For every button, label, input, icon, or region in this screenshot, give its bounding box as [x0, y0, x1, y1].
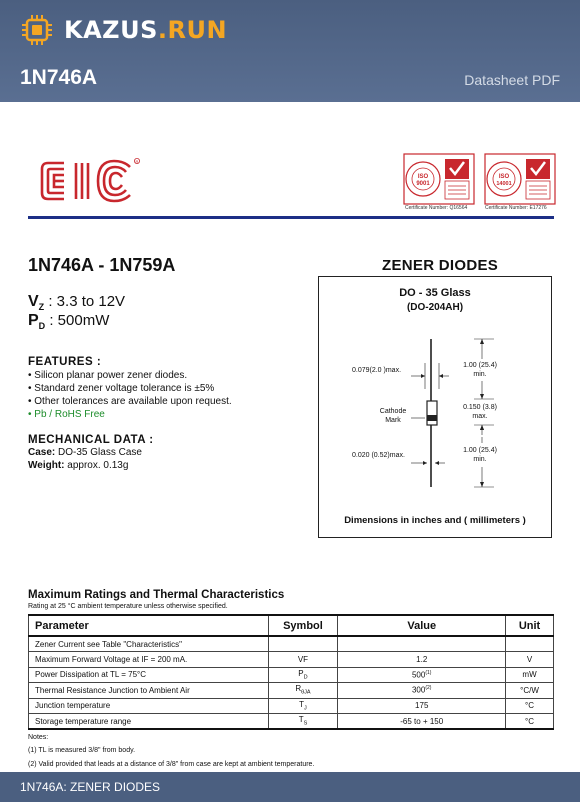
symbol-subscript: D	[303, 674, 308, 681]
vz-subscript: Z	[38, 302, 45, 312]
mechanical-data-heading: MECHANICAL DATA :	[28, 434, 154, 446]
iso-9001-certificate-icon	[403, 153, 475, 205]
unit-cell-text: °C/W	[520, 685, 539, 695]
top-lead-length-qualifier: min.	[473, 371, 487, 378]
unit-cell-text: mW	[522, 670, 537, 680]
parameter-cell-text: Zener Current see Table "Characteristics"	[35, 639, 182, 649]
svg-text:ISO: ISO	[498, 174, 510, 180]
value-cell	[338, 636, 506, 652]
unit-cell	[506, 652, 554, 668]
column-header: Symbol	[268, 615, 338, 636]
feature-item: • Standard zener voltage tolerance is ±5%	[28, 383, 215, 394]
do35-package-diagram	[319, 277, 551, 537]
unit-cell-text: °C	[525, 701, 534, 711]
weight-spec	[28, 460, 128, 471]
feature-item: • Other tolerances are available upon request.	[28, 396, 232, 407]
dimension-units-note: Dimensions in inches and ( millimeters )	[344, 515, 526, 526]
header-divider	[28, 216, 554, 219]
document-title: 1N746A	[20, 66, 98, 89]
table-row	[29, 698, 554, 714]
site-header	[0, 0, 580, 102]
value-cell	[338, 652, 506, 668]
parameter-cell-text: Thermal Resistance Junction to Ambient Air	[35, 685, 190, 695]
symbol-cell	[268, 636, 338, 652]
parameter-cell	[29, 652, 269, 668]
wire-diameter-dimension: 0.020 (0.52)max.	[352, 452, 405, 459]
feature-item: • Silicon planar power zener diodes.	[28, 370, 188, 381]
note-reference: (2)	[425, 685, 432, 692]
value-cell	[338, 714, 506, 730]
note-item: (2) Valid provided that leads at a distance of 3/8" from case are kept at ambient temperature.	[28, 761, 315, 768]
svg-text:R: R	[135, 159, 139, 164]
site-name-main: KAZUS	[64, 16, 158, 44]
pd-value: : 500mW	[49, 312, 110, 329]
mark-label: Mark	[385, 417, 401, 424]
column-header: Parameter	[29, 615, 269, 636]
column-header: Value	[338, 615, 506, 636]
package-outline-box	[318, 276, 552, 538]
table-header-row	[29, 615, 554, 636]
table-row	[29, 667, 554, 683]
table-row	[29, 636, 554, 652]
iso-14001-certificate-icon	[484, 153, 556, 205]
bottom-lead-length-value: 1.00 (25.4)	[463, 447, 497, 454]
symbol-cell	[268, 714, 338, 730]
weight-value: approx. 0.13g	[67, 460, 129, 471]
site-logo[interactable]	[20, 14, 227, 46]
unit-cell-text: V	[526, 654, 533, 664]
ratings-title: Maximum Ratings and Thermal Characteristics	[28, 589, 285, 601]
value-cell	[338, 683, 506, 699]
case-spec	[28, 447, 142, 458]
unit-cell	[506, 636, 554, 652]
site-name-accent: .RUN	[157, 16, 228, 44]
features-heading: FEATURES :	[28, 356, 102, 368]
lead-diameter-dimension: 0.079(2.0 )max.	[352, 367, 402, 374]
symbol-cell	[268, 683, 338, 699]
value-cell-text: -65 to + 150	[400, 716, 444, 726]
vz-symbol: V	[28, 293, 39, 310]
body-length-dimension	[457, 403, 503, 421]
symbol-subscript: S	[303, 720, 308, 727]
zener-voltage-spec	[28, 293, 125, 312]
cathode-label: Cathode	[379, 408, 407, 415]
package-subtitle: (DO-204AH)	[406, 302, 464, 313]
device-type-heading: ZENER DIODES	[382, 257, 499, 274]
symbol-cell-text: VF	[297, 654, 309, 664]
notes-heading: Notes:	[28, 734, 49, 741]
parameter-cell	[29, 714, 269, 730]
svg-text:14001: 14001	[496, 181, 512, 187]
parameter-cell	[29, 667, 269, 683]
note-item: (1) TL is measured 3/8" from body.	[28, 747, 136, 754]
pd-symbol: P	[28, 312, 39, 329]
top-lead-length-dimension	[457, 361, 503, 379]
case-label: Case:	[28, 447, 56, 458]
footer-title: 1N746A: ZENER DIODES	[20, 780, 161, 794]
symbol-cell-text: R	[295, 684, 302, 694]
table-row	[29, 652, 554, 668]
body-length-value: 0.150 (3.8)	[463, 404, 497, 411]
value-cell-text: 1.2	[416, 654, 428, 664]
page-footer	[0, 772, 580, 802]
bottom-lead-length-dimension	[457, 446, 503, 464]
symbol-subscript: θJA	[301, 690, 311, 697]
svg-text:9001: 9001	[416, 181, 430, 187]
column-header: Unit	[506, 615, 554, 636]
package-title: DO - 35 Glass	[399, 287, 471, 299]
symbol-cell-text: T	[299, 699, 305, 709]
bottom-lead-length-qualifier: min.	[473, 456, 487, 463]
parameter-cell-text: Junction temperature	[35, 701, 111, 711]
body-length-qualifier: max.	[472, 413, 488, 420]
chip-icon	[20, 14, 54, 46]
parameter-cell-text: Maximum Forward Voltage at IF = 200 mA.	[35, 654, 188, 664]
power-dissipation-spec	[28, 312, 109, 331]
parameter-cell	[29, 698, 269, 714]
eic-company-logo	[38, 155, 148, 207]
symbol-cell	[268, 652, 338, 668]
cathode-mark-label	[373, 407, 413, 425]
table-row	[29, 714, 554, 730]
parameter-cell	[29, 683, 269, 699]
site-name	[64, 16, 227, 44]
ratings-table	[28, 614, 554, 730]
note-reference: (1)	[425, 669, 432, 676]
unit-cell-text: °C	[525, 716, 534, 726]
top-lead-length-value: 1.00 (25.4)	[463, 362, 497, 369]
certificate-caption: Certificate Number: E17276	[485, 205, 547, 211]
case-value: DO-35 Glass Case	[58, 447, 142, 458]
unit-cell	[506, 698, 554, 714]
parameter-cell	[29, 636, 269, 652]
unit-cell	[506, 683, 554, 699]
parameter-cell-text: Storage temperature range	[35, 716, 132, 726]
vz-value: : 3.3 to 12V	[48, 293, 126, 310]
value-cell	[338, 698, 506, 714]
pd-subscript: D	[38, 321, 46, 331]
part-number-range: 1N746A - 1N759A	[28, 255, 176, 275]
document-type-label: Datasheet PDF	[464, 72, 560, 88]
unit-cell	[506, 667, 554, 683]
symbol-cell-text: P	[298, 668, 304, 678]
value-cell-text: 500	[411, 670, 426, 680]
unit-cell	[506, 714, 554, 730]
table-row	[29, 683, 554, 699]
value-cell-text: 175	[415, 701, 429, 711]
value-cell-text: 300	[411, 686, 426, 696]
symbol-cell	[268, 667, 338, 683]
certificate-caption: Certificate Number: Q16564	[405, 205, 468, 211]
weight-label: Weight:	[28, 460, 65, 471]
ratings-subtitle: Rating at 25 °C ambient temperature unless otherwise specified.	[28, 603, 228, 610]
value-cell	[338, 667, 506, 683]
svg-text:ISO: ISO	[417, 174, 429, 180]
symbol-cell-text: T	[298, 715, 304, 725]
feature-item-rohs: • Pb / RoHS Free	[28, 409, 105, 420]
symbol-subscript: J	[304, 705, 307, 712]
symbol-cell	[268, 698, 338, 714]
parameter-cell-text: Power Dissipation at TL = 75°C	[35, 670, 147, 680]
